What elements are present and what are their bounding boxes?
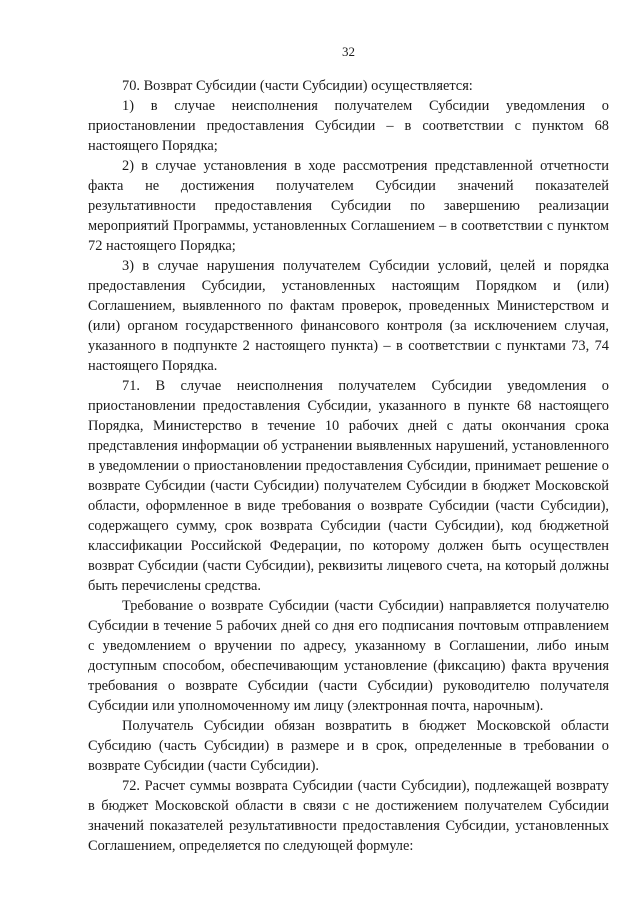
paragraph-71-requirement: Требование о возврате Субсидии (части Субсидии) направляется получателю Субсидии в течение 5 рабочих дней со дня его подписания почтовым отправлением с уведомлением о вручении по адресу, указанному в Соглашении, либо иным доступным способом, обеспечивающим установление (фиксацию) факта вручения требования о возврате Субсидии (части Субсидии) руководителю получателя Субсидии или уполномоченному им лицу (электронная почта, нарочным). [88,598,609,714]
paragraph-70-item-2: 2) в случае установления в ходе рассмотрения представленной отчетности факта не достижения получателем Субсидии значений показателей результативности предоставления Субсидии по завершению реализации мероприятий Программы, установленных Соглашением – в соответствии с пунктом 72 настоящего Порядка; [88,158,609,254]
paragraph-70-item-1: 1) в случае неисполнения получателем Субсидии уведомления о приостановлении предоставления Субсидии – в соответствии с пунктом 68 настоящего Порядка; [88,98,609,154]
page-number: 32 [342,44,355,59]
paragraph-72: 72. Расчет суммы возврата Субсидии (части Субсидии), подлежащей возврату в бюджет Московской области в связи с не достижением получателем Субсидии значений показателей результативности предоставления Субсидии, установленных Соглашением, определяется по следующей формуле: [88,778,609,854]
paragraph-70-item-3: 3) в случае нарушения получателем Субсидии условий, целей и порядка предоставления Субсидии, установленных настоящим Порядком и (или) Соглашением, выявленного по фактам проверок, проведенных Министерством и (или) органом государственного финансового контроля (за исключением случая, указанного в подпункте 2 настоящего пункта) – в соответствии с пунктами 73, 74 настоящего Порядка. [88,258,609,374]
paragraph-71-obligation: Получатель Субсидии обязан возвратить в бюджет Московской области Субсидию (часть Субсидии) в размере и в срок, определенные в требовании о возврате Субсидии (части Субсидии). [88,718,609,774]
paragraph-71: 71. В случае неисполнения получателем Субсидии уведомления о приостановлении предоставления Субсидии, указанного в пункте 68 настоящего Порядка, Министерство в течение 10 рабочих дней с даты окончания срока представления информации об устранении выявленных нарушений, установленного в уведомлении о приостановлении предоставления Субсидии, принимает решение о возврате Субсидии (части Субсидии) получателем Субсидии в бюджет Московской области, оформленное в виде требования о возврате Субсидии (части Субсидии), содержащего сумму, срок возврата Субсидии (части Субсидии), код бюджетной классификации Российской Федерации, по которому должен быть осуществлен возврат Субсидии (части Субсидии), реквизиты лицевого счета, на который должны быть перечислены средства. [88,378,609,594]
paragraph-70-intro: 70. Возврат Субсидии (части Субсидии) осуществляется: [122,78,473,94]
